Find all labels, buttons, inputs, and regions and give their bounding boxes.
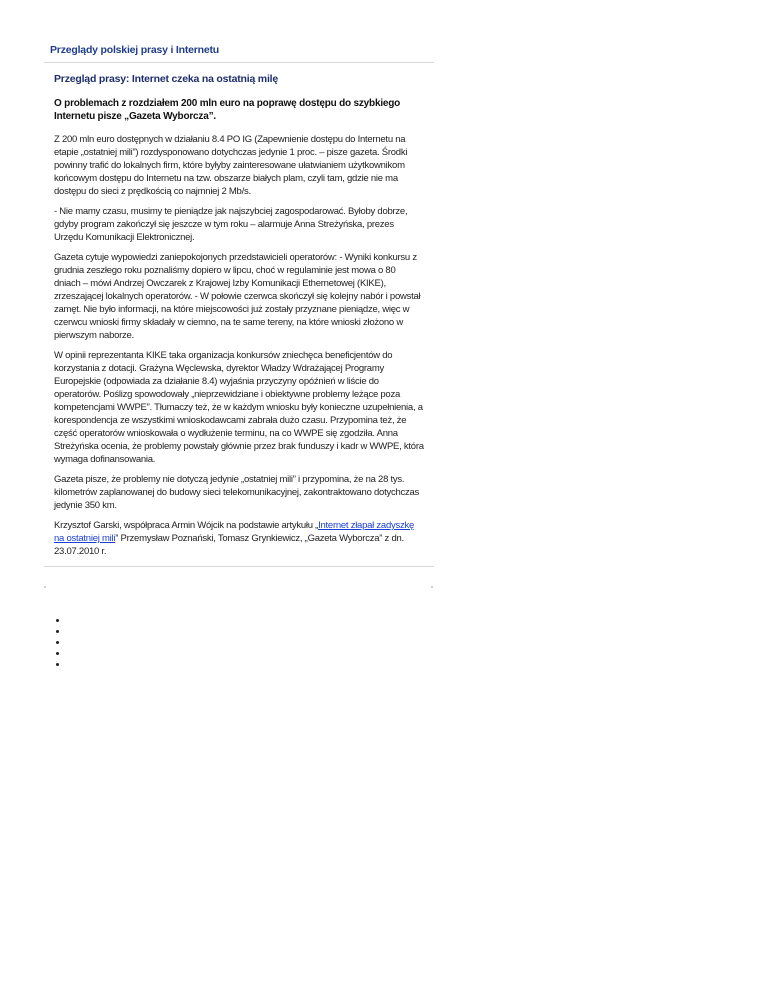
article-title: Przegląd prasy: Internet czeka na ostatnią milę: [54, 73, 279, 85]
article-paragraph-5: Gazeta pisze, że problemy nie dotyczą jedynie „ostatniej mili” i przypomina, że na 28 tys. kilometrów zaplanowanej do budowy sieci telekomunikacyjnej, zakontraktowano dotychczas jedynie 350 km.: [54, 474, 420, 511]
corner-mark-left: [44, 586, 46, 588]
bullet-item: [68, 626, 434, 637]
bullet-item: [68, 659, 434, 670]
bullet-list: [44, 615, 434, 670]
bullet-item: [68, 615, 434, 626]
article-paragraph-1: Z 200 mln euro dostępnych w działaniu 8.4 PO IG (Zapewnienie dostępu do Internetu na etapie „ostatniej mili”) rozdysponowano dotychczas jedynie 1 proc. – pisze gazeta. Środki powinny trafić do lokalnych firm, które byłyby zainteresowane ułatwianiem użytkownikom końcowym dostępu do Internetu na tzw. obszarze białych plam, czyli tam, gdzie nie ma dostępu do sieci z prędkością co najmniej 2 Mb/s.: [54, 134, 408, 197]
corner-mark-right: [431, 586, 433, 588]
article-lead: O problemach z rozdziałem 200 mln euro na poprawę dostępu do szybkiego Internetu pisze „Gazeta Wyborcza”.: [54, 98, 401, 122]
content-divider: [44, 566, 434, 567]
credit-prefix: Krzysztof Garski, współpraca Armin Wójcik na podstawie artykułu „: [54, 520, 319, 531]
section-title: Przeglądy polskiej prasy i Internetu: [44, 38, 434, 63]
article-paragraph-2: - Nie mamy czasu, musimy te pieniądze jak najszybciej zagospodarować. Byłoby dobrze, gdyby program zakończył się jeszcze w tym roku – alarmuje Anna Streżyńska, prezes Urzędu Komunikacji Elektronicznej.: [54, 206, 408, 243]
bullet-item: [68, 648, 434, 659]
credit-suffix: ” Przemysław Poznański, Tomasz Grynkiewicz, „Gazeta Wyborcza” z dn. 23.07.2010 r.: [54, 533, 404, 557]
article-paragraph-4: W opinii reprezentanta KIKE taka organizacja konkursów zniechęca beneficjentów do korzystania z dotacji. Grażyna Węclewska, dyrektor Władzy Wdrażającej Programy Europejskie (odpowiada za działanie 8.4) wyjaśnia przyczyny opóźnień w liście do operatorów. Poślizg spowodowały „nieprzewidziane i obiektywne problemy leżące poza kompetencjami WWPE”. Tłumaczy też, że w każdym wniosku były konieczne uzupełnienia, a korespondencja ze wszystkimi wnioskodawcami zabrała dużo czasu. Przypomina też, że część operatorów wnioskowała o wydłużenie terminu, na co WWPE się zgodziła. Anna Streżyńska ocenia, że problemy powstały głównie przez brak funduszy i kadr w WWPE, która wymaga dofinansowania.: [54, 350, 424, 465]
bullet-item: [68, 637, 434, 648]
article-content: [44, 73, 434, 558]
page-container: [44, 38, 434, 670]
article-paragraph-3: Gazeta cytuje wypowiedzi zaniepokojonych przedstawicieli operatorów: - Wyniki konkursu z grudnia zeszłego roku poznaliśmy dopiero w lipcu, choć w regulaminie jest mowa o 80 dniach – mówi Andrzej Owczarek z Krajowej Izby Komunikacji Ethernetowej (KIKE), zrzeszającej lokalnych operatorów. - W połowie czerwca skończył się kolejny nabór i powstał zamęt. Nie było informacji, na które miejscowości już zostały przyznane pieniądze, więc w czerwcu wnioski firmy składały w ciemno, na te same tereny, na które wnioski złożono w pierwszym naborze.: [54, 252, 421, 341]
article-credit: [54, 519, 424, 558]
source-article-link[interactable]: Internet złapał zadyszkę na ostatniej mili: [54, 520, 415, 544]
